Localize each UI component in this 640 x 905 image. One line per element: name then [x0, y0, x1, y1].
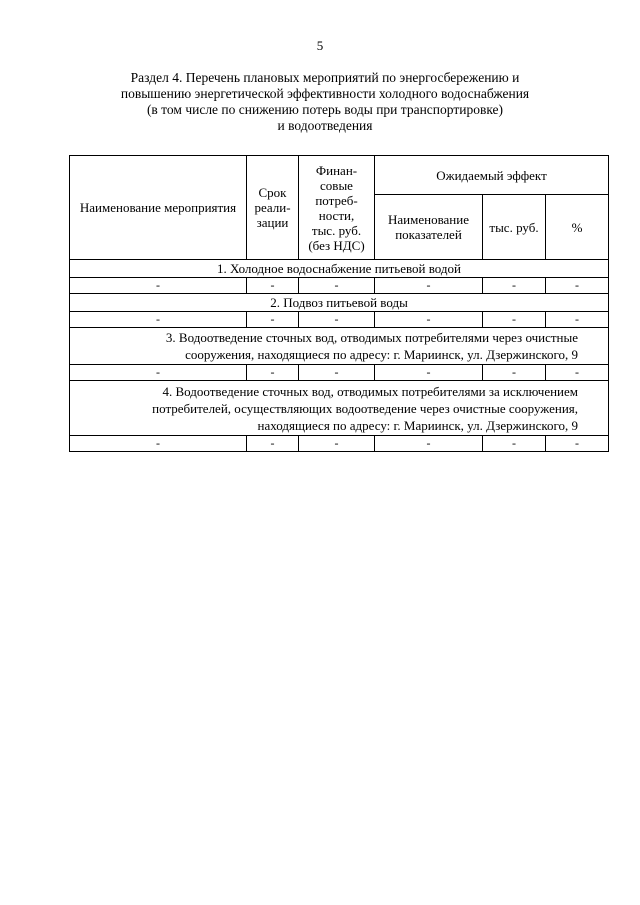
section-heading-row — [70, 328, 609, 365]
section-title — [90, 70, 560, 134]
section-heading-line: потребителей, осуществляющих водоотведение через очистные сооружения, — [152, 400, 579, 416]
header-percent: % — [546, 195, 609, 260]
cell-indicator: - — [375, 365, 483, 381]
title-line-2: повышению энергетической эффективности холодного водоснабжения — [120, 86, 530, 101]
cell-finance: - — [299, 312, 375, 328]
header-finance — [299, 156, 375, 260]
cell-measure: - — [70, 365, 247, 381]
cell-percent: - — [546, 436, 609, 452]
section-heading-1: 1. Холодное водоснабжение питьевой водой — [70, 260, 609, 278]
header-term: Срок реали-зации — [247, 156, 299, 260]
cell-thousand-rub: - — [483, 365, 546, 381]
table-row — [70, 312, 609, 328]
header-thousand-rub: тыс. руб. — [483, 195, 546, 260]
header-finance-line: тыс. руб. — [311, 222, 362, 238]
cell-finance: - — [299, 436, 375, 452]
section-heading-2: 2. Подвоз питьевой воды — [70, 294, 609, 312]
cell-term: - — [247, 278, 299, 294]
title-line-4: и водоотведения — [277, 118, 373, 133]
table-row — [70, 436, 609, 452]
header-finance-line: потреб- — [315, 192, 358, 208]
cell-term: - — [247, 365, 299, 381]
cell-thousand-rub: - — [483, 312, 546, 328]
cell-thousand-rub: - — [483, 278, 546, 294]
cell-finance: - — [299, 278, 375, 294]
table-row — [70, 365, 609, 381]
page-number: 5 — [316, 38, 324, 53]
header-indicator-name: Наименование показателей — [375, 195, 483, 260]
cell-measure: - — [70, 436, 247, 452]
cell-indicator: - — [375, 436, 483, 452]
header-finance-line: совые — [320, 177, 353, 193]
cell-indicator: - — [375, 312, 483, 328]
section-heading-3 — [70, 328, 609, 365]
title-line-3: (в том числе по снижению потерь воды при транспортировке) — [146, 102, 504, 117]
section-heading-line: находящиеся по адресу: г. Мариинск, ул. Дзержинского, 9 — [257, 417, 579, 433]
cell-measure: - — [70, 312, 247, 328]
header-measure-name: Наименование мероприятия — [70, 156, 247, 260]
measures-table — [69, 155, 609, 452]
section-heading-line: сооружения, находящиеся по адресу: г. Мариинск, ул. Дзержинского, 9 — [185, 347, 579, 362]
cell-percent: - — [546, 278, 609, 294]
cell-thousand-rub: - — [483, 436, 546, 452]
cell-measure: - — [70, 278, 247, 294]
header-finance-line: (без НДС) — [308, 237, 365, 253]
section-heading-row — [70, 294, 609, 312]
cell-percent: - — [546, 312, 609, 328]
cell-percent: - — [546, 365, 609, 381]
section-heading-4 — [70, 381, 609, 436]
section-heading-row — [70, 260, 609, 278]
cell-term: - — [247, 312, 299, 328]
header-expected-effect: Ожидаемый эффект — [375, 156, 609, 195]
table-row — [70, 278, 609, 294]
header-finance-line: Финан- — [315, 162, 358, 178]
section-heading-line: 3. Водоотведение сточных вод, отводимых потребителями через очистные — [165, 330, 579, 345]
cell-finance: - — [299, 365, 375, 381]
title-line-1: Раздел 4. Перечень плановых мероприятий по энергосбережению и — [130, 70, 520, 85]
header-finance-line: ности, — [318, 207, 355, 223]
cell-indicator: - — [375, 278, 483, 294]
section-heading-row — [70, 381, 609, 436]
section-heading-line: 4. Водоотведение сточных вод, отводимых потребителями за исключением — [162, 383, 579, 399]
cell-term: - — [247, 436, 299, 452]
